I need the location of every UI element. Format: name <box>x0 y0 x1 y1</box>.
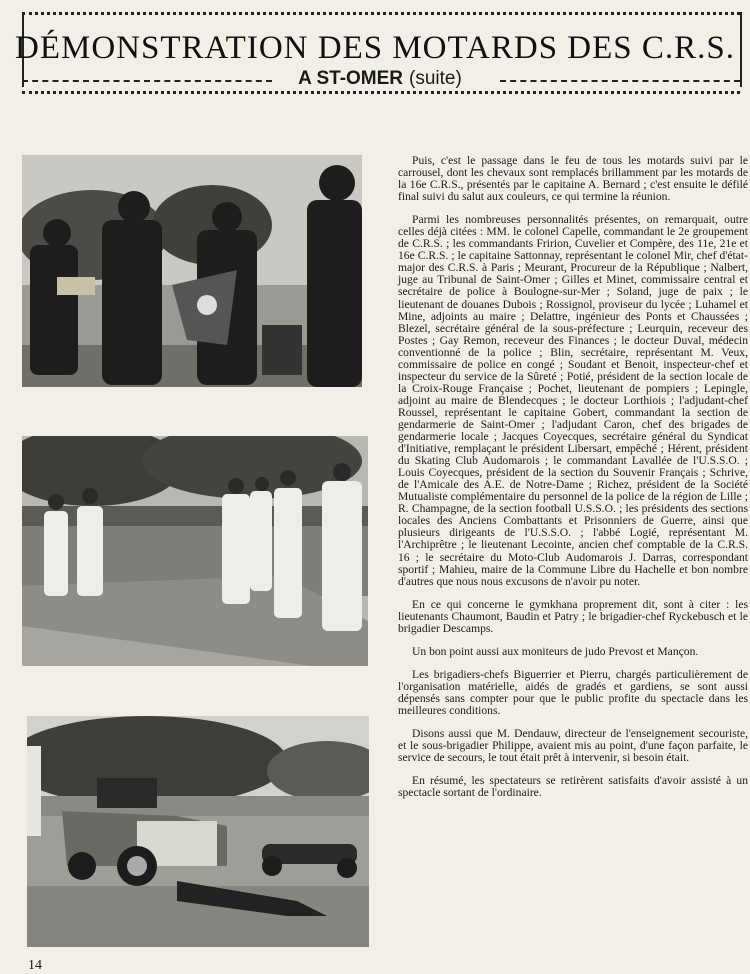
subtitle-suite: (suite) <box>409 68 470 89</box>
paragraph-1: Puis, c'est le passage dans le feu de tous les motards suivi par le carrousel, dont les chevaux sont remplacés brillamment par les motards de la 16e C.R.S., présentés par le capitaine A. Bernard ; c'est ensuite le défilé final suivi du salut aux couleurs, ce qui termine la réunion. <box>398 154 748 204</box>
paragraph-7: En résumé, les spectateurs se retirèrent satisfaits d'avoir assisté à un spectacle sortant de l'ordinaire. <box>398 774 748 800</box>
subtitle-place: A ST-OMER <box>292 68 409 89</box>
page-title: DÉMONSTRATION DES MOTARDS DES C.R.S. <box>14 30 736 66</box>
paragraph-6: Disons aussi que M. Dendauw, directeur de l'enseignement secouriste, et le sous-brigadier Philippe, avaient mis au point, d'une façon parfaite, le service de secours, le tout était prêt à intervenir, si besoin était. <box>398 727 748 765</box>
judo-photo <box>22 436 368 666</box>
article-column <box>398 155 748 810</box>
subtitle-row <box>22 68 740 92</box>
jeep-photo <box>27 716 369 947</box>
page-number: 14 <box>28 958 42 973</box>
paragraph-5: Les brigadiers-chefs Biguerrier et Pierru, chargés particulièrement de l'organisation matérielle, aidés de gradés et gardiens, se sont aussi dépensés sans compter pour que le public profite du spectacle dans les meilleures conditions. <box>398 667 748 717</box>
paragraph-3: En ce qui concerne le gymkhana proprement dit, sont à citer : les lieutenants Chaumont, Baudin et Patry ; le brigadier-chef Ryckebusch et le brigadier Descamps. <box>398 597 748 635</box>
subtitle <box>22 68 740 90</box>
paragraph-4: Un bon point aussi aux moniteurs de judo Prevost et Mançon. <box>412 644 699 658</box>
header-top-rule <box>22 12 740 15</box>
paragraph-2: Parmi les nombreuses personnalités présentes, on remarquait, outre celles déjà citées : MM. le colonel Capelle, commandant le 2e groupement de C.R.S. ; les commandants Fririon, Cuvelier et Compère, des 11e, 21e et 16e C.R.S. ; le capitaine Sattonnay, représentant le colonel Mir, chef d'état-major des C.R.S. à Paris ; Meurant, Procureur de la République ; Nalbert, juge au Tribunal de Saint-Omer ; Gilles et Minet, commissaire central et secrétaire de police à Boulogne-sur-Mer ; Soland, juge de paix ; le lieutenant de douanes Dubois ; Rossignol, proviseur du lycée ; Luhamel et Mine, adjoints au maire ; Delattre, ingénieur des Ponts et Chaussées ; Blezel, secrétaire général de la sous-préfecture ; Leurquin, receveur des Postes ; Gay Remon, receveur des Finances ; le docteur Duval, médecin conventionné de la police ; Blin, secrétaire, représentant M. Veux, commissaire de police en congé ; Soudant et Benoit, inspecteur-chef et inspecteur du service de la Sûreté ; Potié, président de la section locale de la Croix-Rouge Française ; Pochet, lieutenant de pompiers ; Lepingle, adjoint au maire de Blendecques ; le docteur Lorthiois ; l'adjudant-chef Roussel, représentant le capitaine Gobert, commandant la section de gendarmerie de Saint-Omer ; l'adjudant Caron, chef des brigades de gendarmerie locale ; Jacques Coyecques, secrétaire général du Syndicat d'Initiative, remplaçant le président Libersart, empêché ; Hérent, président du Skating Club Audomarois ; le commandant Lavallée de l'U.S.S.O. ; Louis Coyecques, président de la section du Souvenir Français ; Schrive, de l'Amicale des A.E. de Notre-Dame ; Richez, président de la Société Mutualiste complémentaire du personnel de la police de la région de Lille ; R. Champagne, de la section football U.S.S.O. ; les présidents des sections locales des Anciens Combattants et Prisonniers de Guerre, ainsi que plusieurs dirigeants de l'U.S.S.O. ; l'abbé Logié, représentant M. l'Archiprêtre ; le lieutenant Lecointe, ancien chef comptable de la C.R.S. 16 ; le secrétaire du Moto-Club Audomarois J. Darras, correspondant sportif ; Mahieu, maire de la Commune Libre du Hachelle et bon nombre d'autres que nous nous excusons de n'avoir pu noter. <box>398 213 748 588</box>
ceremony-photo <box>22 155 362 387</box>
